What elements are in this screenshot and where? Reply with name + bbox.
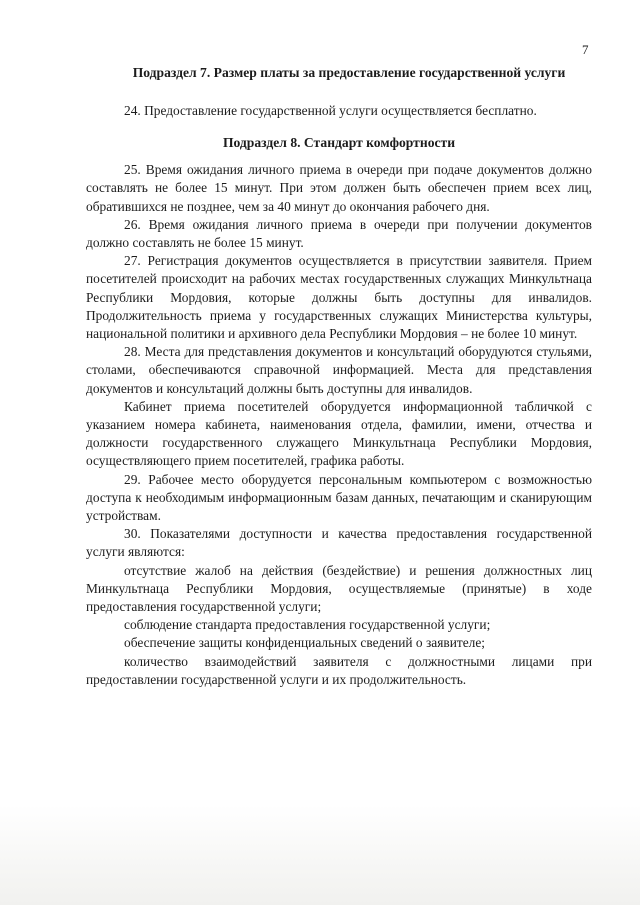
page-number: 7	[582, 42, 589, 57]
paragraph-28: 28. Места для представления документов и консультаций оборудуются стульями, столами, обеспечиваются справочной информацией. Места для представления документов и консультаций должны быть доступны для инвалидов.	[86, 344, 592, 396]
indicator-data-protection: обеспечение защиты конфиденциальных сведений о заявителе;	[124, 635, 485, 651]
section-8-heading: Подраздел 8. Стандарт комфортности	[222, 135, 456, 151]
paragraph-26: 26. Время ожидания личного приема в очереди при получении документов должно составлять не более 15 минут.	[86, 216, 592, 251]
paragraph-office-sign: Кабинет приема посетителей оборудуется информационной табличкой с указанием номера кабинета, наименования отдела, фамилии, имени, отчества и должности государственного служащего Минкультнаца Республики Мордовия, осуществляющего прием посетителей, графика работы.	[86, 398, 592, 469]
paragraph-24: 24. Предоставление государственной услуги осуществляется бесплатно.	[124, 103, 537, 118]
paragraph-27: 27. Регистрация документов осуществляется в присутствии заявителя. Прием посетителей происходит на рабочих местах государственных служащих Минкультнаца Республики Мордовия, которые должны быть доступны для инвалидов. Продолжительность приема у государственных служащих Министерства культуры, национальной политики и архивного дела Республики Мордовия – не более 10 минут.	[86, 253, 592, 342]
section-7-heading: Подраздел 7. Размер платы за предоставление государственной услуги	[132, 65, 566, 80]
paragraph-30: 30. Показателями доступности и качества предоставления государственной услуги являются:	[86, 526, 592, 560]
document-body	[86, 64, 592, 689]
paragraph-25: 25. Время ожидания личного приема в очереди при подаче документов должно составлять не более 15 минут. При этом должен быть обеспечен прием всех лиц, обратившихся не позднее, чем за 40 минут до окончания рабочего дня.	[86, 162, 592, 214]
indicator-no-complaints: отсутствие жалоб на действия (бездействие) и решения должностных лиц Минкультнаца Республики Мордовия, осуществляемые (принятые) в ходе предоставления государственной услуги;	[86, 562, 592, 615]
paragraph-29: 29. Рабочее место оборудуется персональным компьютером с возможностью доступа к необходимым информационным базам данных, печатающим и сканирующим устройствам.	[86, 471, 592, 524]
indicator-standard-compliance: соблюдение стандарта предоставления государственной услуги;	[124, 617, 491, 633]
scan-shadow	[0, 805, 640, 905]
indicator-interactions-count: количество взаимодействий заявителя с должностными лицами при предоставлении государственной услуги и их продолжительность.	[86, 653, 592, 687]
